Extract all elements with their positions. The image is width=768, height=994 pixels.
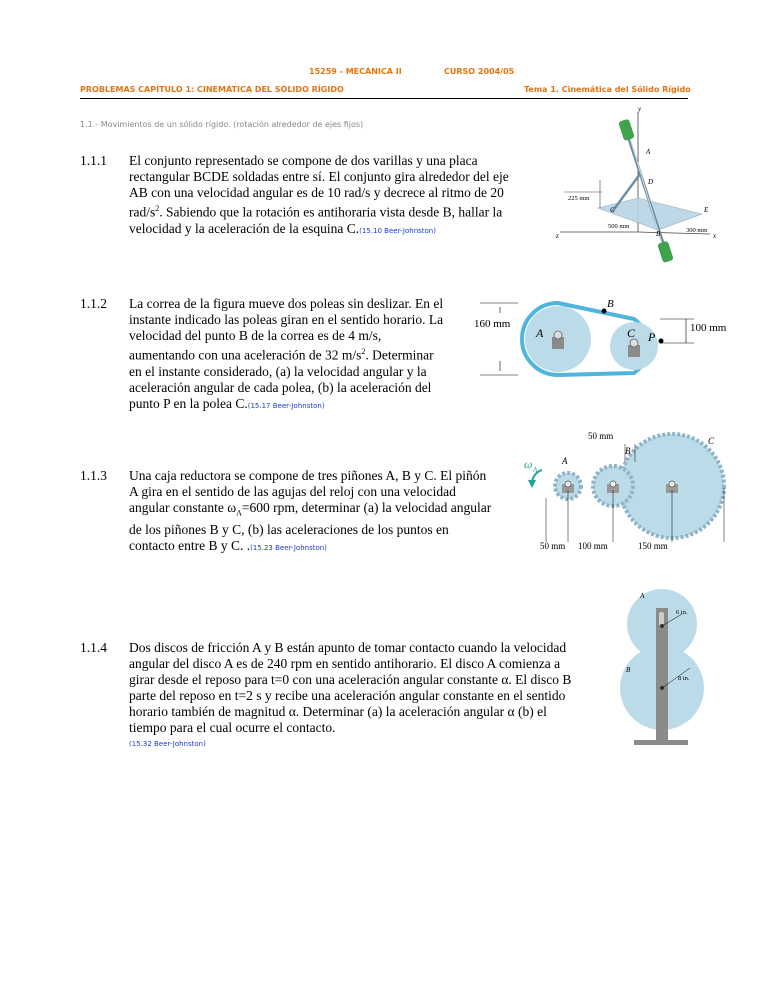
label-a: A (562, 456, 568, 466)
problem-number: 1.1.3 (80, 468, 107, 483)
label-y: y (638, 105, 642, 113)
header-divider (80, 98, 688, 99)
dim-300: 300 mm (686, 227, 708, 234)
dim-50: 50 mm (540, 541, 566, 551)
label-a: A (646, 148, 651, 156)
problem-text: Dos discos de fricción A y B están apunto de tomar contacto cuando la velocidad angular del disco A es de 240 rpm en sentido antihorario. El disco A comienza a girar desde el reposo para t=0 con una aceleración angular constante α. El disco B parte del reposo en t=2 s y recibe una aceleración angular constante en el sentido horario también de magnitud α. Determinar (a) la aceleración angular α (b) el tiempo para el cual ocurre el contacto. (15.32 Beer-Johnston) (129, 640, 571, 752)
reference: (15.32 Beer-Johnston) (129, 740, 206, 748)
label-a: A (640, 592, 645, 600)
gearbox-figure (518, 428, 748, 553)
problem-number: 1.1.1 (80, 153, 107, 168)
label-p: P (648, 330, 656, 344)
label-d: D (648, 178, 654, 186)
course-year: CURSO 2004/05 (444, 67, 515, 76)
label-c: C (627, 326, 636, 340)
label-omega: ω (524, 457, 533, 471)
label-c: C (610, 206, 615, 214)
label-a: A (536, 326, 544, 340)
reference: (15.10 Beer-Johnston) (359, 226, 436, 235)
label-c: C (708, 436, 715, 446)
label-b: B (607, 298, 614, 310)
reference: (15.23 Beer-Johnston) (250, 543, 327, 552)
label-omega-sub: A (533, 466, 538, 474)
chapter-title: PROBLEMAS CAPÍTULO 1: CINEMÁTICA DEL SÓLIDO RÍGIDO (80, 85, 344, 94)
dim-8in: 8 in. (678, 675, 690, 682)
label-e: E (704, 206, 709, 214)
dim-100: 100 mm (690, 322, 727, 334)
label-b: B (626, 666, 631, 674)
problem-number: 1.1.4 (80, 640, 107, 655)
section-title: 1.1.- Movimientos de un sólido rígido. (rotación alrededor de ejes fijos) (80, 120, 364, 129)
dim-50-top: 50 mm (588, 431, 614, 441)
problem-text: La correa de la figura mueve dos poleas sin deslizar. En el instante indicado las poleas giran en el sentido horario. La velocidad del punto B de la correa es de 4 m/s, aumentando con una aceleración de 32 $m/s^2$. Determinar en el instante considerado, (a) la velocidad angular y la aceleración angular de cada polea, (b) la aceleración del punto P en la polea C.(15.17 Beer-Johnston) (129, 296, 444, 411)
reference: (15.17 Beer-Johnston) (247, 401, 325, 410)
dim-150: 150 mm (638, 541, 668, 551)
rods-plate-figure (550, 104, 720, 264)
problem-text: El conjunto representado se compone de dos varillas y una placa rectangular BCDE soldadas entre sí. El conjunto gira alrededor del eje AB con una velocidad angular es de 10 rad/s y decrece al ritmo de 20 rad/$s^2$. Sabiendo que la rotación es antihoraria vista desde B, hallar la velocidad y la aceleración de la esquina C.(15.10 Beer-Johnston) (129, 153, 509, 236)
label-b: B (656, 230, 661, 238)
dim-500: 500 mm (608, 223, 630, 230)
dim-225: 225 mm (568, 195, 590, 202)
label-b: B (625, 446, 631, 456)
label-x: x (713, 232, 717, 240)
dim-6in: 6 in. (676, 609, 688, 616)
topic-title: Tema 1. Cinemática del Sólido Rígido (524, 85, 691, 94)
belt-pulleys-figure (470, 293, 740, 383)
label-z: z (556, 232, 559, 240)
problem-number: 1.1.2 (80, 296, 107, 311)
dim-100: 100 mm (578, 541, 608, 551)
dim-160: 160 mm (474, 318, 511, 330)
friction-discs-figure (616, 586, 716, 751)
point-b (602, 309, 607, 314)
problem-text: Una caja reductora se compone de tres piñones A, B y C. El piñón A gira en el sentido de las agujas del reloj con una velocidad angular constante $\omega_A=600$ rpm, determinar (a) la velocidad angular de los piñones B y C, (b) las aceleraciones de los puntos en contacto entre B y C. .(15.23 Beer-Johnston) (129, 468, 492, 553)
course-title: 15259 - MECÁNICA II (309, 67, 402, 76)
